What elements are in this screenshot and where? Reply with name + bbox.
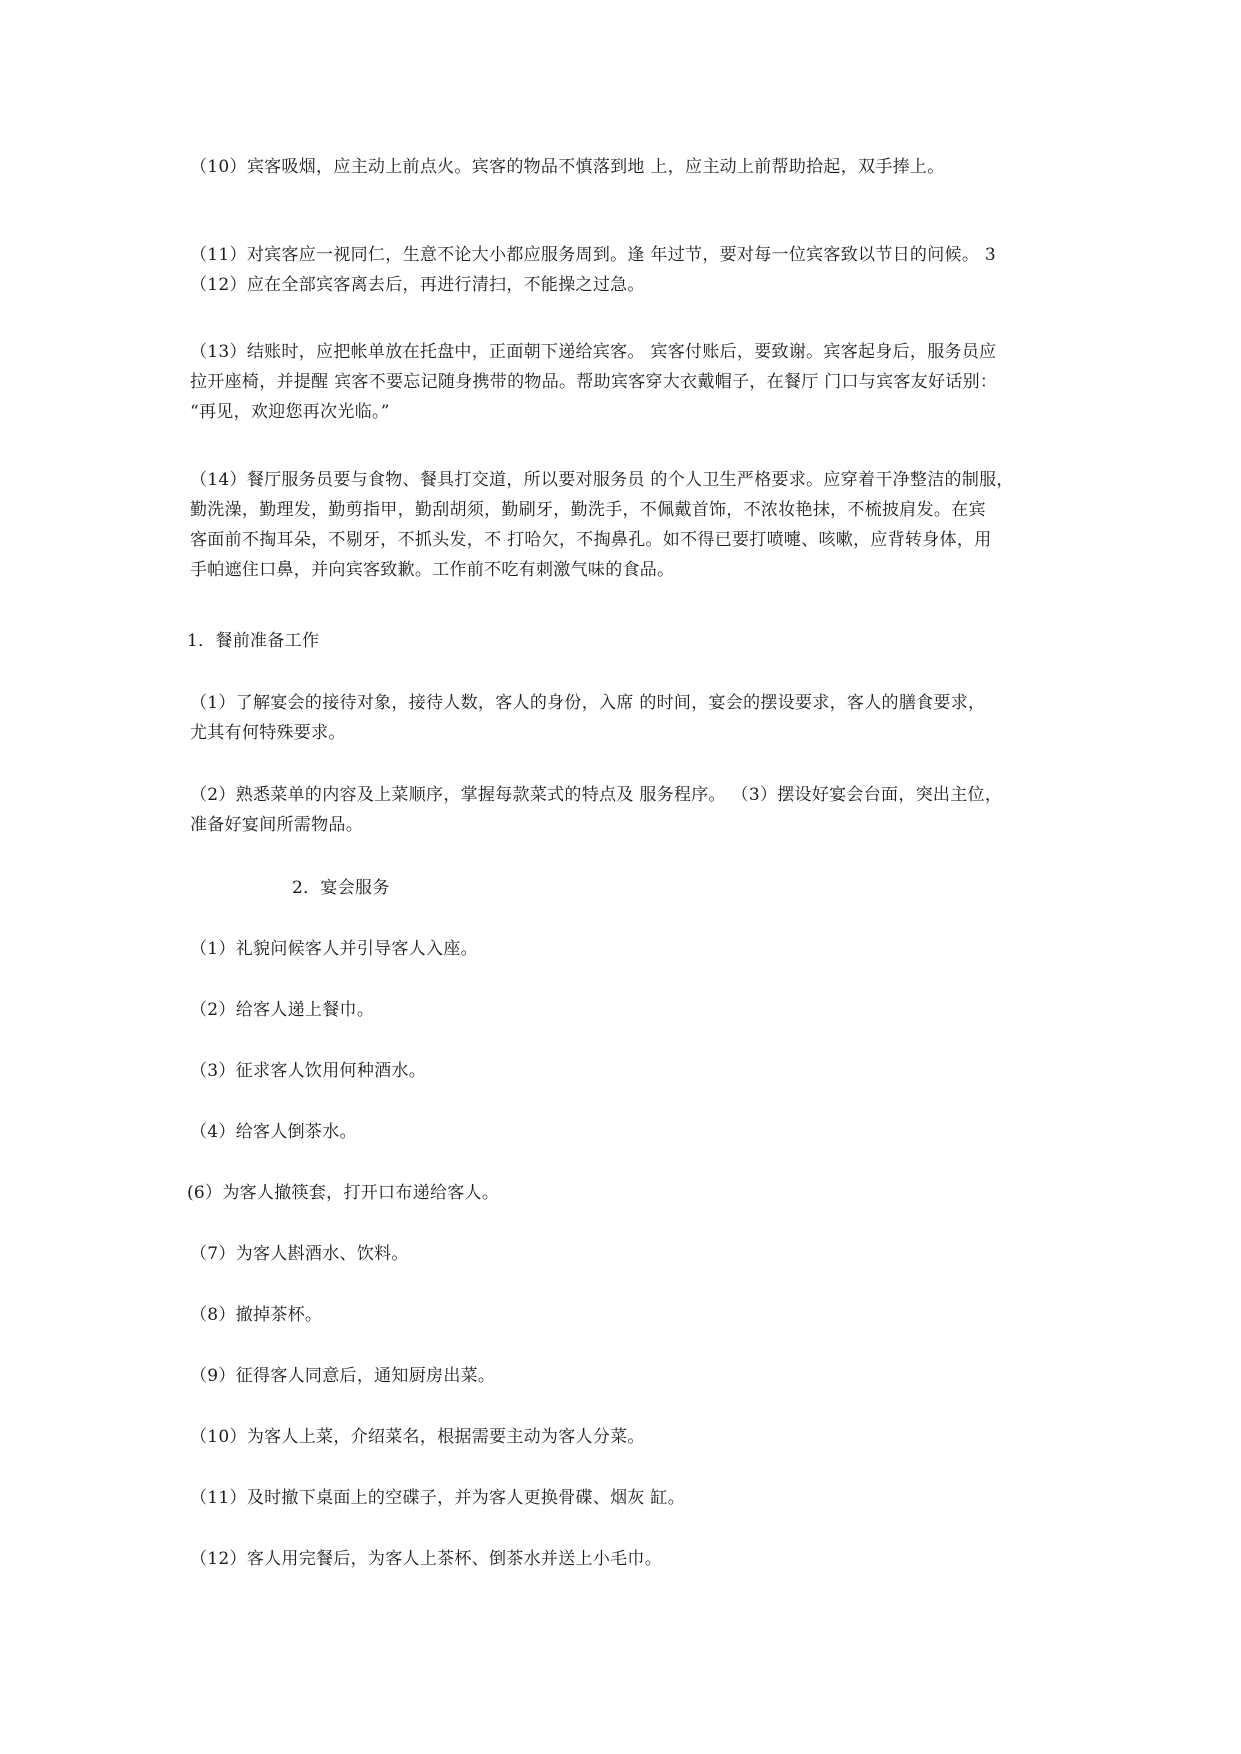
- text-line: （13）结账时，应把帐单放在托盘中，正面朝下递给宾客。 宾客付账后，要致谢。宾客起身后，服务员应: [190, 342, 997, 362]
- text-line: （8）撤掉茶杯。: [190, 1305, 323, 1325]
- text-line: （4）给客人倒茶水。: [190, 1122, 357, 1142]
- text-line: 客面前不掏耳朵，不剔牙，不抓头发，不 打哈欠，不掏鼻孔。如不得已要打喷嚏、咳嗽，应背转身体，用: [190, 530, 992, 550]
- text-line: 拉开座椅，并提醒 宾客不要忘记随身携带的物品。帮助宾客穿大衣戴帽子，在餐厅 门口与宾客友好话别：: [190, 372, 998, 392]
- list-item-6: [187, 1178, 1067, 1208]
- list-item-1: [190, 934, 1070, 964]
- text-line: （1）了解宴会的接待对象，接待人数，客人的身份，入席 的时间，宴会的摆设要求，客人的膳食要求，: [190, 693, 986, 713]
- paragraph-11-12: [190, 240, 1070, 300]
- list-item-12: [190, 1544, 1070, 1574]
- list-item-10: [190, 1422, 1070, 1452]
- text-line: （2）熟悉菜单的内容及上菜顺序，掌握每款菜式的特点及 服务程序。 （3）摆设好宴会台面，突出主位，: [190, 785, 1003, 805]
- text-line: 准备好宴间所需物品。: [190, 815, 363, 835]
- paragraph-13-checkout: [190, 337, 1070, 427]
- text-line: （12）客人用完餐后，为客人上茶杯、倒茶水并送上小毛巾。: [190, 1549, 663, 1569]
- heading-text: 1．餐前准备工作: [187, 631, 320, 651]
- text-line: （11）对宾客应一视同仁，生意不论大小都应服务周到。逢 年过节，要对每一位宾客致以节日的问候。 3: [190, 245, 996, 265]
- text-line: （11）及时撤下桌面上的空碟子，并为客人更换骨碟、烟灰 缸。: [190, 1488, 686, 1508]
- text-line: （9）征得客人同意后，通知厨房出菜。: [190, 1366, 496, 1386]
- list-item-4: [190, 1117, 1070, 1147]
- text-line: （10）宾客吸烟，应主动上前点火。宾客的物品不慎落到地 上，应主动上前帮助拾起，双手捧上。: [190, 157, 945, 177]
- text-line: 手帕遮住口鼻，并向宾客致歉。工作前不吃有刺激气味的食品。: [190, 560, 675, 580]
- list-item-3: [190, 1056, 1070, 1086]
- paragraph-10-smoking: [190, 152, 1070, 182]
- text-line: （10）为客人上菜，介绍菜名，根据需要主动为客人分菜。: [190, 1427, 645, 1447]
- paragraph-prep-1: [190, 688, 1070, 748]
- text-line: （14）餐厅服务员要与食物、餐具打交道，所以要对服务员 的个人卫生严格要求。应穿着干净整洁的制服，: [190, 470, 1014, 490]
- list-item-2: [190, 995, 1070, 1025]
- text-line: （2）给客人递上餐巾。: [190, 1000, 375, 1020]
- section-heading-banquet-service: [292, 873, 1172, 903]
- paragraph-14-hygiene: [190, 465, 1070, 585]
- text-line: （7）为客人斟酒水、饮料。: [190, 1244, 409, 1264]
- list-item-11: [190, 1483, 1070, 1513]
- text-line: (6）为客人撤筷套，打开口布递给客人。: [187, 1183, 500, 1203]
- list-item-7: [190, 1239, 1070, 1269]
- text-line: （3）征求客人饮用何种酒水。: [190, 1061, 427, 1081]
- section-heading-preparation: [187, 626, 1067, 656]
- text-line: （1）礼貌问候客人并引导客人入座。: [190, 939, 478, 959]
- text-line: （12）应在全部宾客离去后，再进行清扫，不能操之过急。: [190, 275, 645, 295]
- text-line: “再见，欢迎您再次光临。”: [190, 402, 390, 422]
- list-item-9: [190, 1361, 1070, 1391]
- paragraph-prep-2-3: [190, 780, 1070, 840]
- text-line: 尤其有何特殊要求。: [190, 723, 346, 743]
- text-line: 勤洗澡，勤理发，勤剪指甲，勤刮胡须，勤刷牙，勤洗手，不佩戴首饰，不浓妆艳抹，不梳披肩发。在宾: [190, 500, 986, 520]
- heading-text: 2．宴会服务: [292, 878, 390, 898]
- list-item-8: [190, 1300, 1070, 1330]
